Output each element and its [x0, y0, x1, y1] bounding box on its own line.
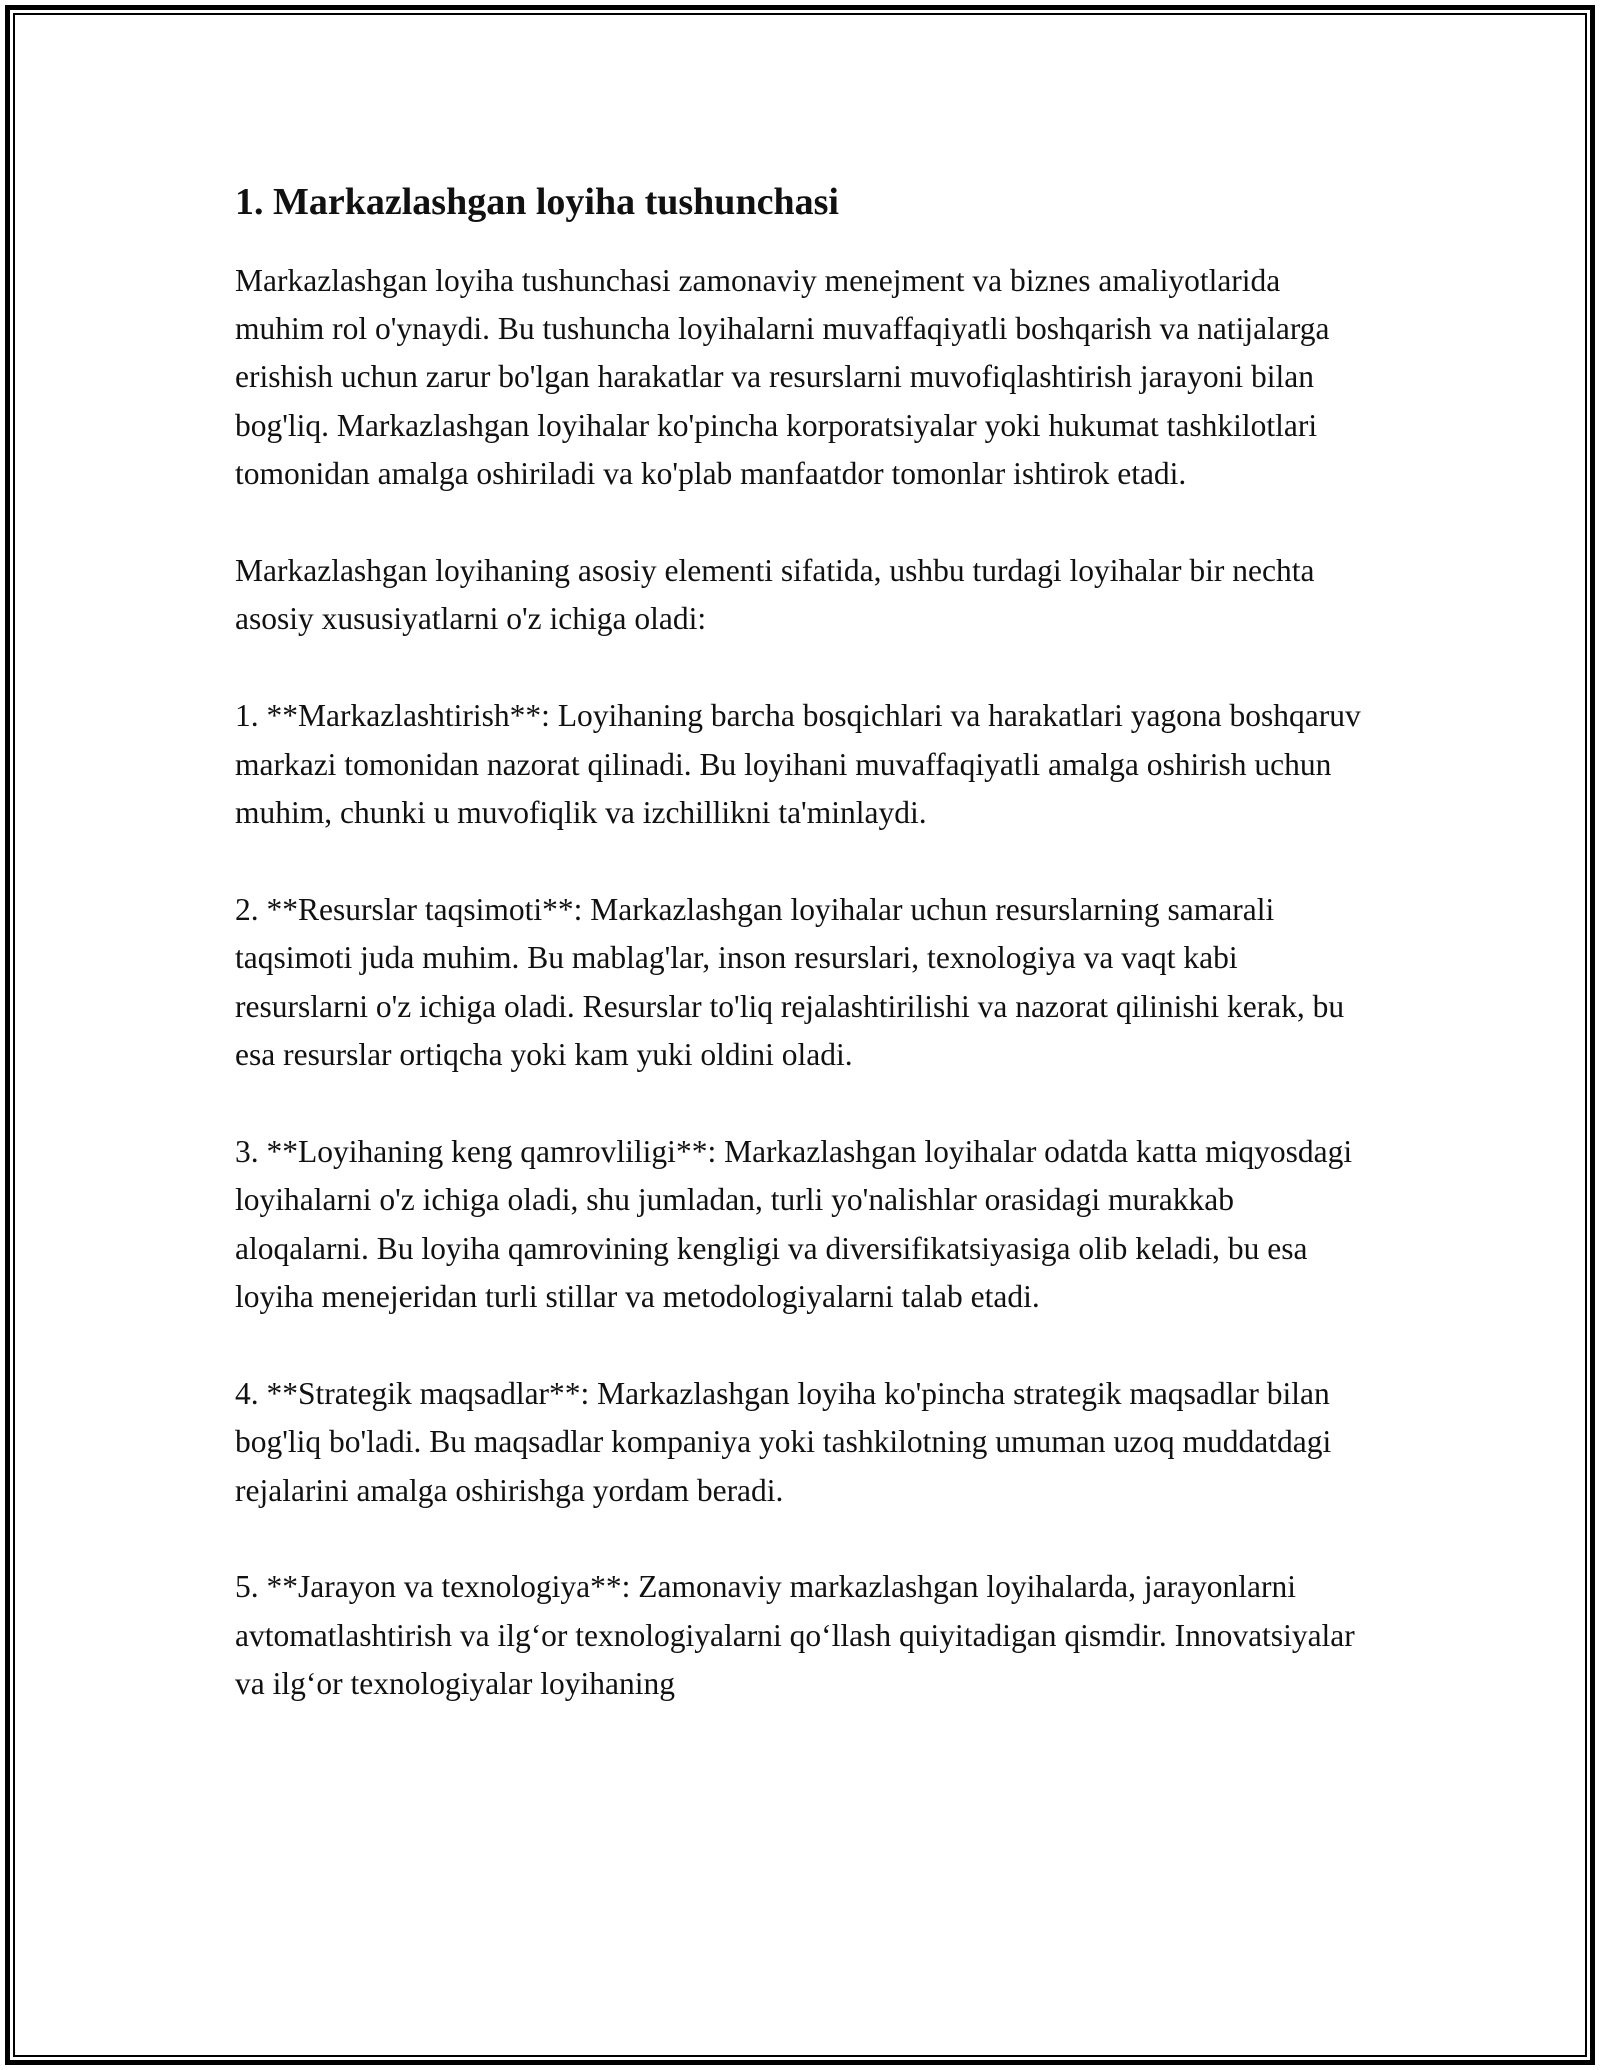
section-heading: 1. Markazlashgan loyiha tushunchasi	[235, 181, 839, 223]
list-item-process-technology: 5. **Jarayon va texnologiya**: Zamonaviy markazlashgan loyihalarda, jarayonlarni avtomatlashtirish va ilg‘or texnologiyalarni qo‘llash quiyitadigan qismdir. Innovatsiyalar va ilg‘or texnologiyalar loyihaning	[235, 1569, 1355, 1702]
list-item-strategic-goals: 4. **Strategik maqsadlar**: Markazlashgan loyiha ko'pincha strategik maqsadlar bilan bog'liq bo'ladi. Bu maqsadlar kompaniya yoki tashkilotning umuman uzoq muddatdagi rejalarini amalga oshirishga yordam beradi.	[235, 1375, 1332, 1508]
list-item-resource-allocation: 2. **Resurslar taqsimoti**: Markazlashgan loyihalar uchun resurslarning samarali taqsimoti juda muhim. Bu mablag'lar, inson resurslari, texnologiya va vaqt kabi resurslarni o'z ichiga oladi. Resurslar to'liq rejalashtirilishi va nazorat qilinishi kerak, bu esa resurslar ortiqcha yoki kam yuki oldini oladi.	[235, 891, 1345, 1073]
paragraph-elements-lead: Markazlashgan loyihaning asosiy elementi sifatida, ushbu turdagi loyihalar bir nechta asosiy xususiyatlarni o'z ichiga oladi:	[235, 553, 1315, 637]
list-item-centralization: 1. **Markazlashtirish**: Loyihaning barcha bosqichlari va harakatlari yagona boshqaruv markazi tomonidan nazorat qilinadi. Bu loyihani muvaffaqiyatli amalga oshirish uchun muhim, chunki u muvofiqlik va izchillikni ta'minlaydi.	[235, 698, 1361, 831]
list-item-project-scope: 3. **Loyihaning keng qamrovliligi**: Markazlashgan loyihalar odatda katta miqyosdagi loyihalarni o'z ichiga oladi, shu jumladan, turli yo'nalishlar orasidagi murakkab aloqalarni. Bu loyiha qamrovining kengligi va diversifikatsiyasiga olib keladi, bu esa loyiha menejeridan turli stillar va metodologiyalarni talab etadi.	[235, 1133, 1353, 1315]
document-body	[235, 180, 1375, 1709]
paragraph-intro: Markazlashgan loyiha tushunchasi zamonaviy menejment va biznes amaliyotlarida muhim rol o'ynaydi. Bu tushuncha loyihalarni muvaffaqiyatli boshqarish va natijalarga erishish uchun zarur bo'lgan harakatlar va resurslarni muvofiqlashtirish jarayoni bilan bog'liq. Markazlashgan loyihalar ko'pincha korporatsiyalar yoki hukumat tashkilotlari tomonidan amalga oshiriladi va ko'plab manfaatdor tomonlar ishtirok etadi.	[235, 262, 1330, 492]
